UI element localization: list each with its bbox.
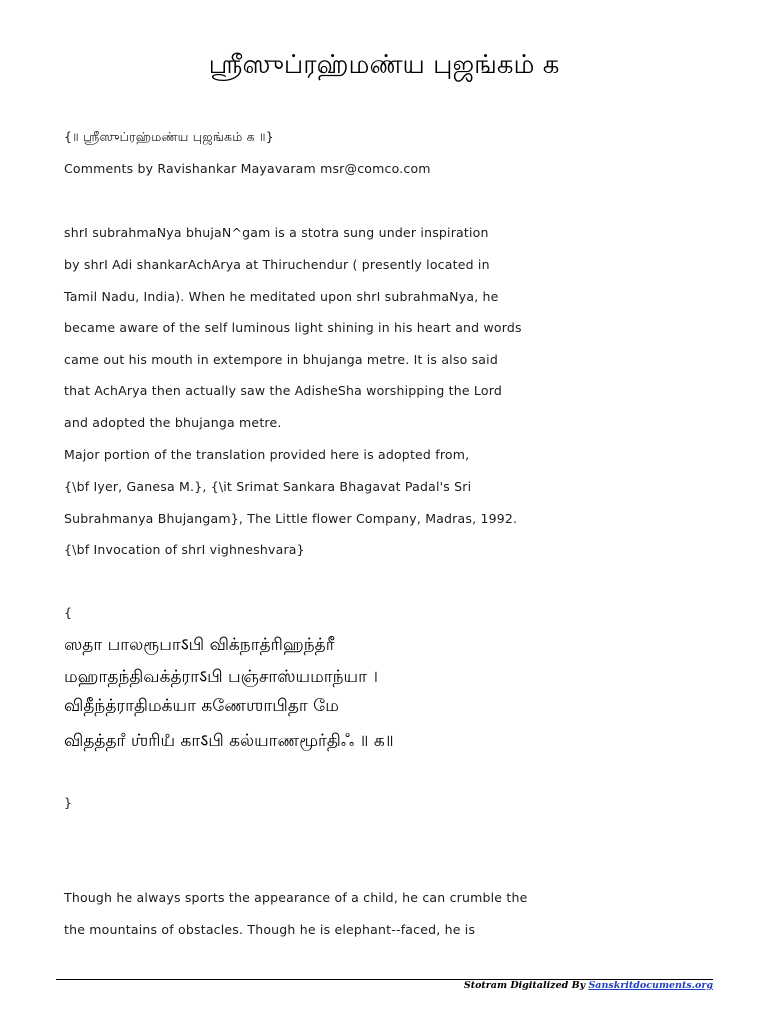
footer-link[interactable]: Sanskritdocuments.org [588, 980, 713, 991]
verse-open-brace: { [64, 605, 73, 620]
verse-line: விதத்தாஂ ஶ்ரியஂ காऽபி கல்யாணமூர்திஃ ॥ க॥ [64, 731, 394, 751]
intro-line: became aware of the self luminous light shining in his heart and words [64, 320, 522, 335]
comments-line: Comments by Ravishankar Mayavaram msr@comco.com [64, 161, 431, 176]
document-subtitle: {॥ ஶ்ரீஸுப்ரஹ்மண்ய புஜங்கம் க ॥} [64, 129, 274, 144]
footer-credit-text: Stotram Digitalized By [463, 980, 589, 991]
translation-line: Though he always sports the appearance of a child, he can crumble the [64, 890, 528, 905]
intro-line: and adopted the bhujanga metre. [64, 415, 282, 430]
intro-line: {\bf Invocation of shrI vighneshvara} [64, 542, 305, 557]
intro-line: came out his mouth in extempore in bhujanga metre. It is also said [64, 352, 498, 367]
intro-line: {\bf Iyer, Ganesa M.}, {\it Srimat Sankara Bhagavat Padal's Sri [64, 479, 472, 494]
translation-line: the mountains of obstacles. Though he is elephant--faced, he is [64, 922, 476, 937]
intro-line: shrI subrahmaNya bhujaN^gam is a stotra sung under inspiration [64, 225, 489, 240]
verse-close-brace: } [64, 795, 73, 810]
intro-line: Subrahmanya Bhujangam}, The Little flower Company, Madras, 1992. [64, 511, 518, 526]
footer-credit [464, 980, 713, 991]
intro-line: by shrI Adi shankarAchArya at Thiruchendur ( presently located in [64, 257, 490, 272]
intro-line: Major portion of the translation provided here is adopted from, [64, 447, 470, 462]
intro-line: that AchArya then actually saw the AdisheSha worshipping the Lord [64, 383, 502, 398]
verse-line: விதீந்த்ராதிமக்யா கணேஶாபிதா மே [64, 696, 339, 716]
document-title: ஶ்ரீஸுப்ரஹ்மண்ய புஜங்கம் க [208, 50, 560, 80]
verse-line: மஹாதந்திவக்த்ராऽபி பஞ்சாஸ்யமாந்யா । [64, 667, 379, 687]
verse-line: ஸதா பாலரூபாऽபி விக்நாத்ரிஹந்த்ரீ [64, 635, 335, 655]
intro-line: Tamil Nadu, India). When he meditated upon shrI subrahmaNya, he [64, 289, 499, 304]
